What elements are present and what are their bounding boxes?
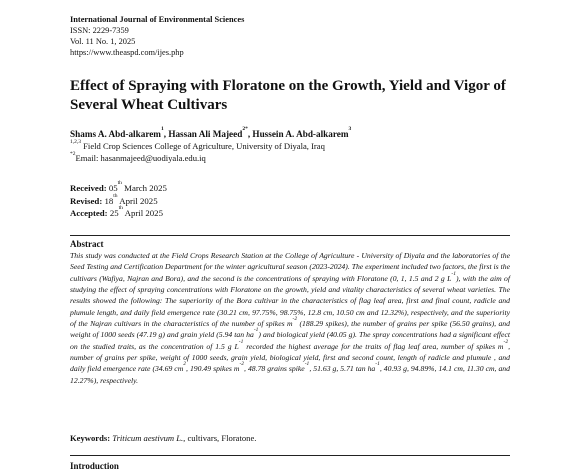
abstract-superscript: -2	[239, 361, 245, 368]
accepted-month-year: April 2025	[122, 208, 163, 219]
author-list: Shams A. Abd-alkarem$^1$, Hassan Ali Majeed$^{2*}$, Hussein A. Abd-alkarem$^3$	[70, 126, 352, 139]
accepted-suffix: th	[118, 205, 123, 212]
abstract-text: , 48.78 grains spike	[244, 364, 305, 374]
received-suffix: th	[117, 180, 122, 186]
author-superscript: 1	[160, 126, 164, 132]
email-text[interactable]: Email: hasanmajeed@uodiyala.edu.iq	[75, 153, 206, 163]
abstract-text: recorded the highest average for the traits of flag leaf area, number of spikes m	[243, 341, 504, 351]
article-dates	[70, 182, 167, 220]
author-name: Hussein A. Abd-alkarem	[252, 129, 349, 139]
received-day: 05	[106, 183, 118, 193]
revised-month-year: April 2025	[117, 195, 158, 206]
author-name: Hassan Ali Majeed	[168, 129, 243, 139]
journal-issn: ISSN: 2229-7359	[70, 26, 129, 35]
abstract-superscript: -2	[503, 338, 509, 345]
abstract-text: , 190.49 spikes m	[186, 364, 240, 374]
email-superscript: *2	[70, 151, 76, 157]
abstract-text: ), with the aim of studying the effect of spraying concentrations with Floratone on the growth, yield and vitality characteristics of several wheat varieties. The results showed the following: The superiority of the Bora cultivar in the characteristics of flag leaf area, first and final count, radicle and plumule length, and daily field emergence rate (30.21 cm, 97.75%, 98.75%, 12.8 cm, 10.50 cm and 12.32%), respectively, and the superiority of the Najran cultivars in the characteristics of the number of spikes m	[70, 273, 510, 329]
abstract-superscript: -1	[375, 361, 380, 368]
introduction-heading: Introduction	[70, 461, 119, 471]
received-month-year: March 2025	[121, 183, 167, 193]
abstract-superscript: -2	[292, 316, 298, 323]
abstract-text: (188.29 spikes), the number of grains per spike (56.50 grains), and weight of 1000 seeds (47.19 g) and grain yield (5.94 tan ha	[70, 319, 510, 340]
keyword-species: Triticum aestivum L.	[112, 433, 184, 443]
revised-suffix: th	[113, 192, 118, 199]
revised-day: 18	[102, 195, 114, 206]
abstract-text: ) and biological yield (40.05 g). The spray concentrations had a significant effect on the studied traits, as the concentration of 1.5 g L	[70, 330, 510, 351]
author-name: Shams A. Abd-alkarem	[70, 129, 161, 139]
journal-header	[70, 14, 244, 58]
abstract-body	[70, 250, 510, 386]
journal-name: International Journal of Environmental Sciences	[70, 15, 245, 24]
abstract-text: , number of grains per spike, weight of 1000 seeds, grain yield, biological yield, first and second count, length of radicle and plumule , and daily field emergence rate (34.69 cm	[70, 341, 510, 374]
received-label: Received:	[70, 183, 107, 193]
abstract-text: , 51.63 g, 5.71 tan ha	[309, 364, 376, 374]
corresponding-email	[70, 153, 206, 164]
abstract-superscript: -1	[253, 327, 259, 334]
accepted-date	[70, 207, 167, 220]
article-title: Effect of Spraying with Floratone on the Growth, Yield and Vigor of Several Wheat Cultivars	[70, 78, 506, 113]
affiliation-text: Field Crop Sciences College of Agriculture, University of Diyala, Iraq	[81, 141, 325, 151]
received-date	[70, 182, 167, 195]
author-superscript: 2*	[242, 126, 248, 132]
abstract-superscript: -1	[451, 270, 456, 277]
revised-label: Revised:	[70, 195, 103, 206]
abstract-heading: Abstract	[70, 239, 104, 249]
keywords-rest: , cultivars, Floratone.	[183, 433, 257, 443]
journal-url[interactable]: https://www.theaspd.com/ijes.php	[70, 48, 184, 57]
abstract-text: , 40.93 g, 94.89%, 14.1 cm, 11.30 cm, and 12.27%), respectively.	[70, 364, 510, 385]
abstract-superscript: -1	[238, 338, 244, 345]
abstract-bottom-divider	[70, 455, 510, 456]
affiliation-superscript: 1,2,3	[70, 139, 81, 145]
accepted-day: 25	[107, 208, 119, 219]
journal-volume: Vol. 11 No. 1, 2025	[70, 37, 136, 46]
abstract-top-divider	[70, 235, 510, 236]
abstract-superscript: -1	[304, 361, 310, 368]
accepted-label: Accepted:	[70, 208, 108, 219]
abstract-superscript: 2	[183, 361, 187, 368]
keywords-line	[70, 433, 256, 444]
affiliation	[70, 141, 325, 152]
author-superscript: 3	[348, 126, 352, 132]
keywords-label: Keywords:	[70, 433, 111, 443]
abstract-text: This study was conducted at the Field Crops Research Station at the College of Agriculture - University of Diyala and the laboratories of the Seed Testing and Certification Department for the winter agricultural season (2023-2024). The experiment included two factors, the first is the cultivars (Wafiya, Najran and Bora), and the second is the concentrations of spraying with Floratone (0, 1, 1.5 and 2 g L	[70, 251, 510, 283]
